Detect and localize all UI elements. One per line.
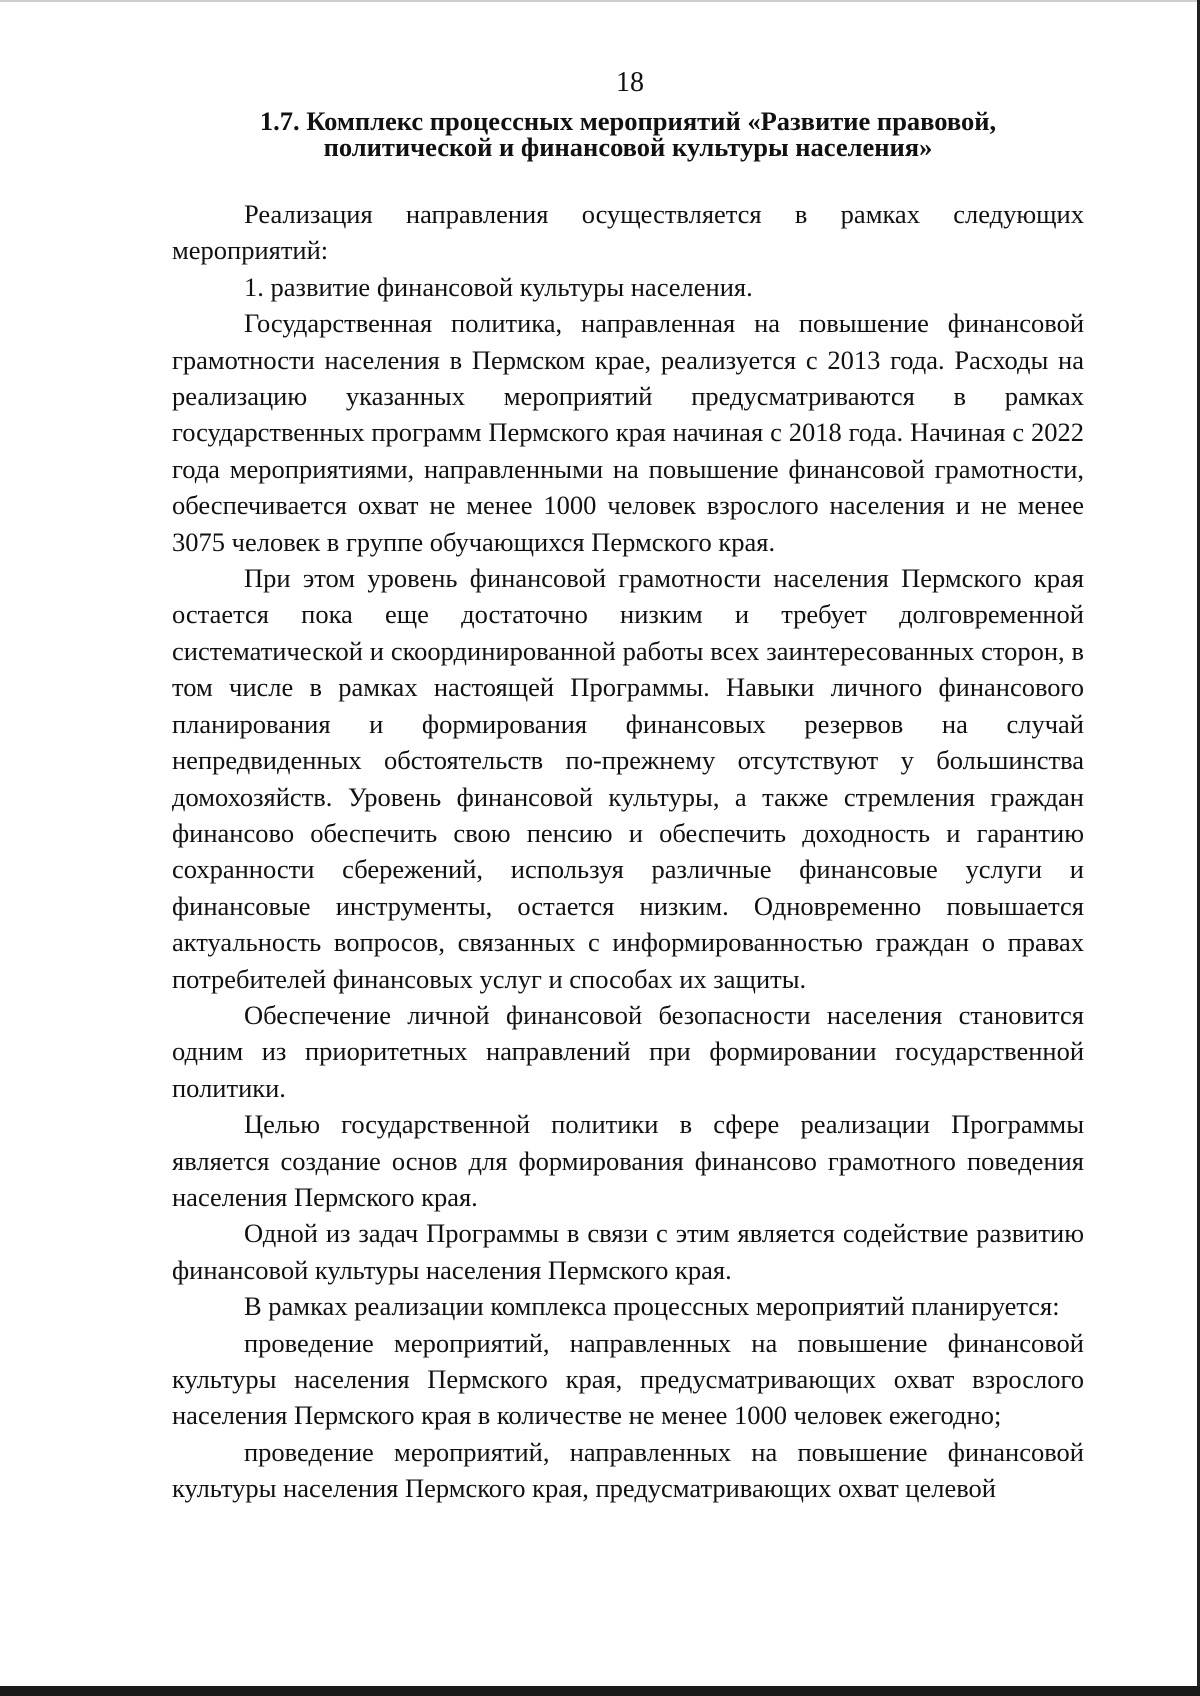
paragraph-planned: В рамках реализации комплекса процессных мероприятий планируется: — [244, 1291, 1060, 1322]
paragraph-intro: Реализация направления осуществляется в рамках следующих мероприятий: — [172, 199, 1084, 266]
page-number: 18 — [616, 67, 644, 98]
paragraph-state-policy: Государственная политика, направленная на повышение финансовой грамотности населения в Пермском крае, реализуется с 2013 года. Расходы на реализацию указанных мероприятий предусматриваются в рамках государственных программ Пермского края начиная с 2018 года. Начиная с 2022 года мероприятиями, направленными на повышение финансовой грамотности, обеспечивается охват не менее 1000 человек взрослого населения и не менее 3075 человек в группе обучающихся Пермского края. — [172, 308, 1084, 557]
paragraph-activity-adults: проведение мероприятий, направленных на повышение финансовой культуры населения Пермского края, предусматривающих охват взрослого населения Пермского края в количестве не менее 1000 человек ежегодно; — [172, 1327, 1084, 1431]
section-heading-line-1: 1.7. Комплекс процессных мероприятий «Развитие правовой, — [259, 106, 997, 136]
scan-edge-top — [0, 0, 1200, 2]
paragraph-activity-target: проведение мероприятий, направленных на повышение финансовой культуры населения Пермского края, предусматривающих охват целевой — [172, 1436, 1084, 1504]
scan-edge-bottom — [0, 1686, 1200, 1696]
paragraph-financial-security: Обеспечение личной финансовой безопасности населения становится одним из приоритетных направлений при формировании государственной политики. — [172, 999, 1084, 1103]
paragraph-program-goal: Целью государственной политики в сфере реализации Программы является создание основ для формирования финансово грамотного поведения населения Пермского края. — [172, 1109, 1084, 1212]
section-heading-line-2: политической и финансовой культуры населения» — [323, 132, 933, 162]
paragraph-list-item-1: 1. развитие финансовой культуры населения. — [244, 271, 753, 302]
paragraph-program-task: Одной из задач Программы в связи с этим является содействие развитию финансовой культуры населения Пермского края. — [172, 1218, 1084, 1285]
section-heading — [172, 108, 1084, 160]
document-body — [172, 196, 1084, 1507]
paragraph-literacy-level: При этом уровень финансовой грамотности населения Пермского края остается пока еще достаточно низким и требует долговременной систематической и скоординированной работы всех заинтересованных сторон, в том числе в рамках настоящей Программы. Навыки личного финансового планирования и формирования финансовых резервов на случай непредвиденных обстоятельств по-прежнему отсутствуют у большинства домохозяйств. Уровень финансовой культуры, а также стремления граждан финансово обеспечить свою пенсию и обеспечить доходность и гарантию сохранности сбережений, используя различные финансовые услуги и финансовые инструменты, остается низким. Одновременно повышается актуальность вопросов, связанных с информированностью граждан о правах потребителей финансовых услуг и способах их защиты. — [172, 563, 1084, 994]
